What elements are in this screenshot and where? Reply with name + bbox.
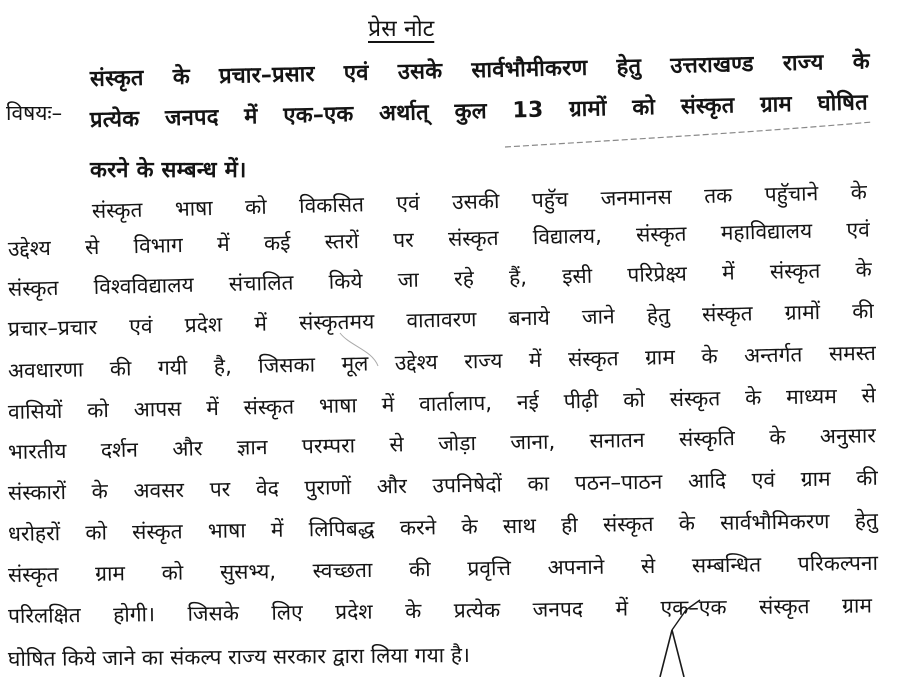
body-line-9: धरोहरों को संस्कृत भाषा में लिपिबद्ध करने के साथ ही संस्कृत के सार्वभौमिकरण हेतु <box>7 508 879 546</box>
body-line-2: उद्देश्य से विभाग में कई स्तरों पर संस्कृत विद्यालय, संस्कृत महाविद्यालय एवं <box>7 217 871 261</box>
body-line-3: संस्कृत विश्वविद्यालय संचालित किये जा रहे हैं, इसी परिप्रेक्ष्य में संस्कृत के <box>7 257 873 301</box>
body-line-7: भारतीय दर्शन और ज्ञान परम्परा से जोड़ा जाना, सनातन संस्कृति के अनुसार <box>7 423 877 464</box>
subject-line-3: करने के सम्बन्ध में। <box>90 158 247 183</box>
body-line-12: घोषित किये जाने का संकल्प राज्य सरकार द्वारा लिया गया है। <box>7 642 471 671</box>
body-line-5: अवधारणा की गयी है, जिसका मूल उद्देश्य राज्य में संस्कृत ग्राम के अन्तर्गत समस्त <box>7 340 877 383</box>
body-line-10: संस्कृत ग्राम को सुसभ्य, स्वच्छता की प्रवृत्ति अपनाने से सम्बन्धित परिकल्पना <box>7 550 879 587</box>
body-line-8: संस्कारों के अवसर पर वेद पुराणों और उपनिषेदों का पठन–पाठन आदि एवं ग्राम की <box>7 465 879 505</box>
subject-line-1: संस्कृत के प्रचार–प्रसार एवं उसके सार्वभौमीकरण हेतु उत्तराखण्ड राज्य के <box>89 49 871 92</box>
body-line-6: वासियों को आपस में संस्कृत भाषा में वार्तालाप, नई पीढ़ी को संस्कृत के माध्यम से <box>7 383 877 424</box>
document-title: प्रेस नोट <box>368 16 435 42</box>
subject-label: विषयः– <box>6 101 63 125</box>
body-line-1: संस्कृत भाषा को विकसित एवं उसकी पहुॅच जनमानस तक पहुॅचाने के <box>91 180 868 223</box>
body-line-4: प्रचार–प्रचार एवं प्रदेश में संस्कृतमय वातावरण बनाये जाने हेतु संस्कृत ग्रामों की <box>7 298 875 341</box>
body-line-11: परिलक्षित होगी। जिसके लिए प्रदेश के प्रत्येक जनपद में एक–एक संस्कृत ग्राम <box>7 593 873 628</box>
subject-line-2: प्रत्येक जनपद में एक–एक अर्थात् कुल 13 ग्रामों को संस्कृत ग्राम घोषित <box>89 90 869 133</box>
